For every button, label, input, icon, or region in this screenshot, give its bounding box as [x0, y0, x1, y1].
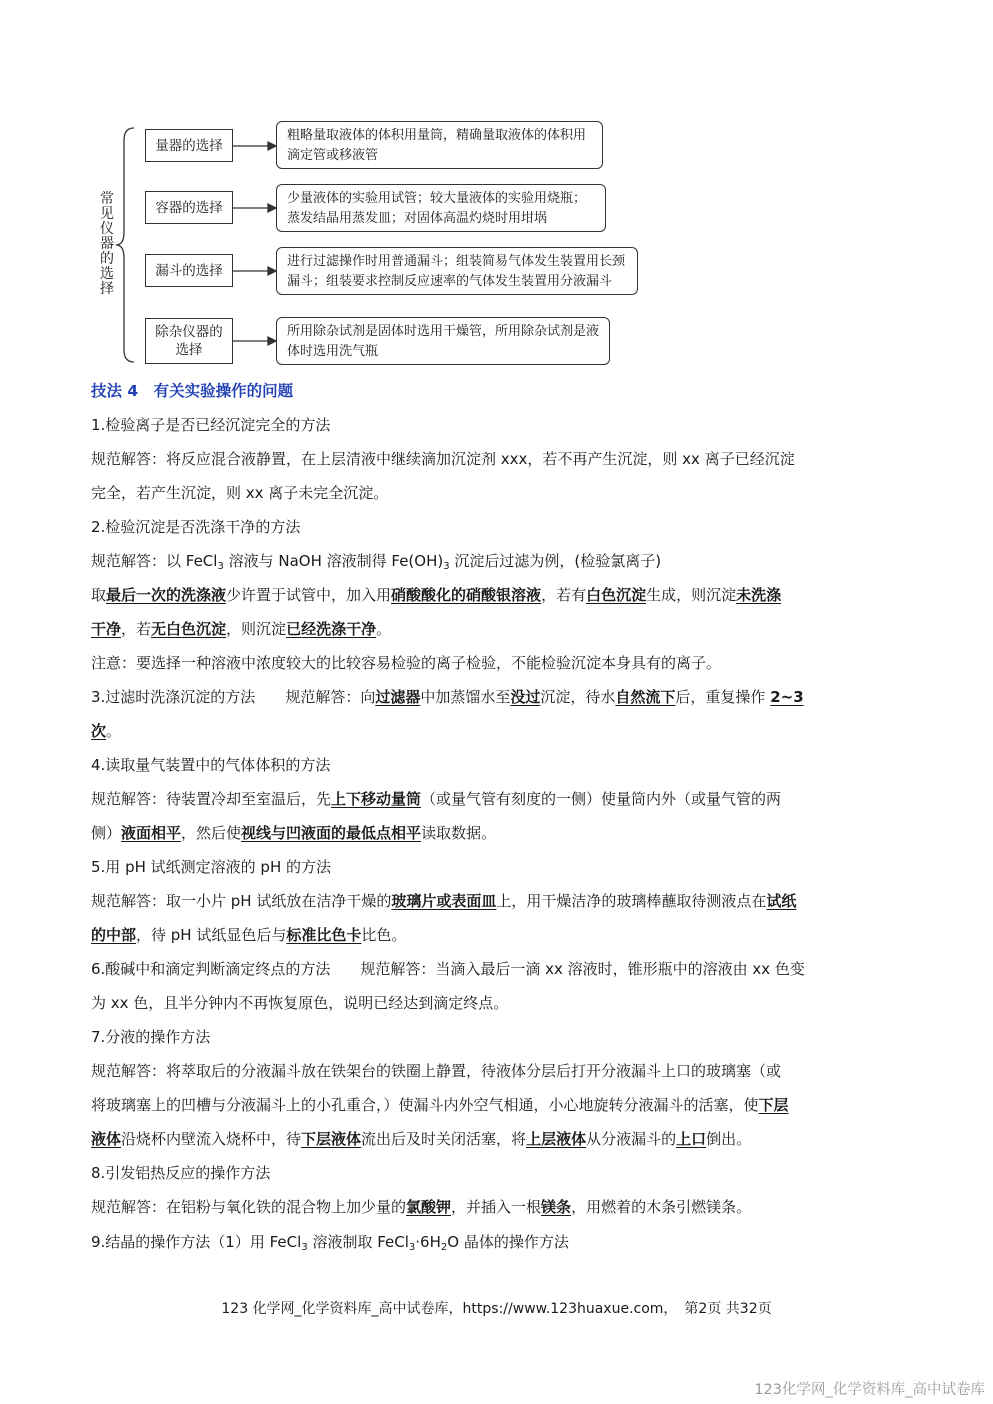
text-run: 侧）: [91, 824, 122, 842]
key-term: 没过: [510, 688, 541, 706]
text-run: ，待 pH 试纸显色后与: [136, 926, 287, 944]
left-box-purifier: 除杂仪器的选择: [145, 318, 233, 364]
right-box-measuring: 粗略量取液体的体积用量筒，精确量取液体的体积用滴定管或移液管: [276, 121, 603, 169]
text-run: 生成，则沉淀: [646, 586, 737, 604]
item3-line1: [91, 686, 804, 708]
text-run: 从分液漏斗的: [586, 1130, 677, 1148]
text-run: （或量气管有刻度的一侧）使量筒内外（或量气管的两: [421, 790, 782, 808]
key-term: 试纸: [766, 892, 797, 910]
text-run: 沉淀，待水: [540, 688, 616, 706]
item7-answer-line3: [91, 1128, 751, 1150]
right-box-container: 少量液体的实验用试管；较大量液体的实验用烧瓶；蒸发结晶用蒸发皿；对固体高温灼烧时用坩埚: [276, 184, 606, 232]
item7-answer-line2: [91, 1094, 789, 1116]
text-run: 。: [376, 620, 392, 638]
right-box-funnel: 进行过滤操作时用普通漏斗；组装简易气体发生装置用长颈漏斗；组装要求控制反应速率的气体发生装置用分液漏斗: [276, 247, 638, 295]
subscript: 2: [440, 1242, 448, 1253]
subscript: 3: [408, 1242, 416, 1253]
text-run: 沿烧杯内壁流入烧杯中，待: [121, 1130, 302, 1148]
key-term: 硝酸酸化的硝酸银溶液: [391, 586, 542, 604]
key-term: 无白色沉淀: [151, 620, 227, 638]
key-term: 上下移动量筒: [331, 790, 422, 808]
text-run: 规范解答：以 FeCl: [91, 552, 218, 570]
text-run: 倒出。: [706, 1130, 752, 1148]
item9-title: [91, 1231, 569, 1253]
key-term: 下层液体: [301, 1130, 362, 1148]
item6-line1: 6.酸碱中和滴定判断滴定终点的方法 规范解答：当滴入最后一滴 xx 溶液时，锥形瓶中的溶液由 xx 色变: [91, 960, 805, 978]
watermark: 123化学网_化学资料库_高中试卷库: [754, 1382, 985, 1398]
item8-title: 8.引发铝热反应的操作方法: [91, 1164, 271, 1182]
key-term: 镁条: [541, 1198, 572, 1216]
item2-note: 注意：要选择一种溶液中浓度较大的比较容易检验的离子检验，不能检验沉淀本身具有的离子。: [91, 654, 722, 672]
text-run: ，用燃着的木条引燃镁条。: [571, 1198, 752, 1216]
key-term: 下层: [758, 1096, 789, 1114]
text-run: 规范解答：取一小片 pH 试纸放在洁净干燥的: [91, 892, 392, 910]
key-term: 2~3: [770, 688, 804, 706]
text-run: 后，重复操作: [675, 688, 771, 706]
item7-title: 7.分液的操作方法: [91, 1028, 211, 1046]
item1-answer-line1: 规范解答：将反应混合液静置，在上层清液中继续滴加沉淀剂 xxx，若不再产生沉淀，则 xx 离子已经沉淀: [91, 450, 795, 468]
item7-answer-line1: 规范解答：将萃取后的分液漏斗放在铁架台的铁圈上静置，待液体分层后打开分液漏斗上口的玻璃塞（或: [91, 1062, 782, 1080]
section-heading: 技法 4 有关实验操作的问题: [91, 382, 294, 400]
text-run: ，若: [121, 620, 152, 638]
item5-answer-line1: [91, 890, 796, 912]
item2-answer-line2: [91, 584, 781, 606]
item4-title: 4.读取量气装置中的气体体积的方法: [91, 756, 331, 774]
subscript: 3: [301, 1242, 308, 1253]
text-run: 9.结晶的操作方法（1）用 FeCl: [91, 1233, 302, 1251]
text-run: ，然后使: [181, 824, 242, 842]
diagram-side-label: 常见仪器的选择: [100, 191, 114, 297]
key-term: 的中部: [91, 926, 137, 944]
text-run: 。: [106, 722, 122, 740]
key-term: 上口: [676, 1130, 707, 1148]
item2-answer-line3: [91, 618, 391, 640]
text-run: ，则沉淀: [226, 620, 287, 638]
text-run: 将玻璃塞上的凹槽与分液漏斗上的小孔重合，）使漏斗内外空气相通，小心地旋转分液漏斗的活塞，使: [91, 1096, 759, 1114]
key-term: 上层液体: [526, 1130, 587, 1148]
key-term: 液面相平: [121, 824, 182, 842]
text-run: O 晶体的操作方法: [447, 1233, 569, 1251]
key-term: 自然流下: [615, 688, 676, 706]
key-term: 次: [91, 722, 107, 740]
brace: [116, 128, 134, 362]
item6-line2: 为 xx 色，且半分钟内不再恢复原色，说明已经达到滴定终点。: [91, 994, 509, 1012]
item1-answer-line2: 完全，若产生沉淀，则 xx 离子未完全沉淀。: [91, 484, 389, 502]
text-run: 溶液制取 FeCl: [307, 1233, 409, 1251]
text-run: 取: [91, 586, 107, 604]
text-run: 沉淀后过滤为例，(检验氯离子): [449, 552, 662, 570]
left-box-funnel: 漏斗的选择: [145, 254, 233, 287]
subscript: 3: [443, 561, 450, 572]
item2-title: 2.检验沉淀是否洗涤干净的方法: [91, 518, 301, 536]
text-run: ，若有: [541, 586, 587, 604]
text-run: 流出后及时关闭活塞，将: [361, 1130, 527, 1148]
item3-line2: [91, 720, 121, 742]
left-box-container: 容器的选择: [145, 191, 233, 224]
key-term: 液体: [91, 1130, 122, 1148]
key-term: 白色沉淀: [586, 586, 647, 604]
instrument-selection-diagram: [0, 0, 993, 380]
text-run: 少许置于试管中，加入用: [226, 586, 392, 604]
key-term: 视线与凹液面的最低点相平: [241, 824, 422, 842]
text-run: 读取数据。: [421, 824, 497, 842]
item4-answer-line2: [91, 822, 496, 844]
item2-answer-line1: [91, 550, 661, 572]
text-run: 规范解答：待装置冷却至室温后，先: [91, 790, 332, 808]
text-run: 比色。: [361, 926, 407, 944]
item5-answer-line2: [91, 924, 406, 946]
key-term: 标准比色卡: [286, 926, 362, 944]
text-run: 3.过滤时洗涤沉淀的方法 规范解答：向: [91, 688, 376, 706]
key-term: 未洗涤: [736, 586, 782, 604]
left-box-measuring: 量器的选择: [145, 129, 233, 162]
item8-answer-line1: [91, 1196, 751, 1218]
page-footer: 123 化学网_化学资料库_高中试卷库，https://www.123huaxue.com， 第2页 共32页: [221, 1301, 772, 1317]
subscript: 3: [217, 561, 224, 572]
key-term: 氯酸钾: [406, 1198, 452, 1216]
key-term: 最后一次的洗涤液: [106, 586, 227, 604]
text-run: 溶液与 NaOH 溶液制得 Fe(OH): [223, 552, 444, 570]
item4-answer-line1: [91, 788, 781, 810]
right-box-purifier: 所用除杂试剂是固体时选用干燥管，所用除杂试剂是液体时选用洗气瓶: [276, 317, 610, 365]
key-term: 已经洗涤干净: [286, 620, 377, 638]
text-run: ·6H: [415, 1233, 441, 1251]
text-run: 规范解答：在铝粉与氧化铁的混合物上加少量的: [91, 1198, 407, 1216]
item1-title: 1.检验离子是否已经沉淀完全的方法: [91, 416, 331, 434]
text-run: 中加蒸馏水至: [420, 688, 511, 706]
item5-title: 5.用 pH 试纸测定溶液的 pH 的方法: [91, 858, 331, 876]
key-term: 过滤器: [375, 688, 421, 706]
key-term: 玻璃片或表面皿: [391, 892, 497, 910]
text-run: 上，用干燥洁净的玻璃棒蘸取待测液点在: [496, 892, 767, 910]
key-term: 干净: [91, 620, 122, 638]
text-run: ，并插入一根: [451, 1198, 542, 1216]
